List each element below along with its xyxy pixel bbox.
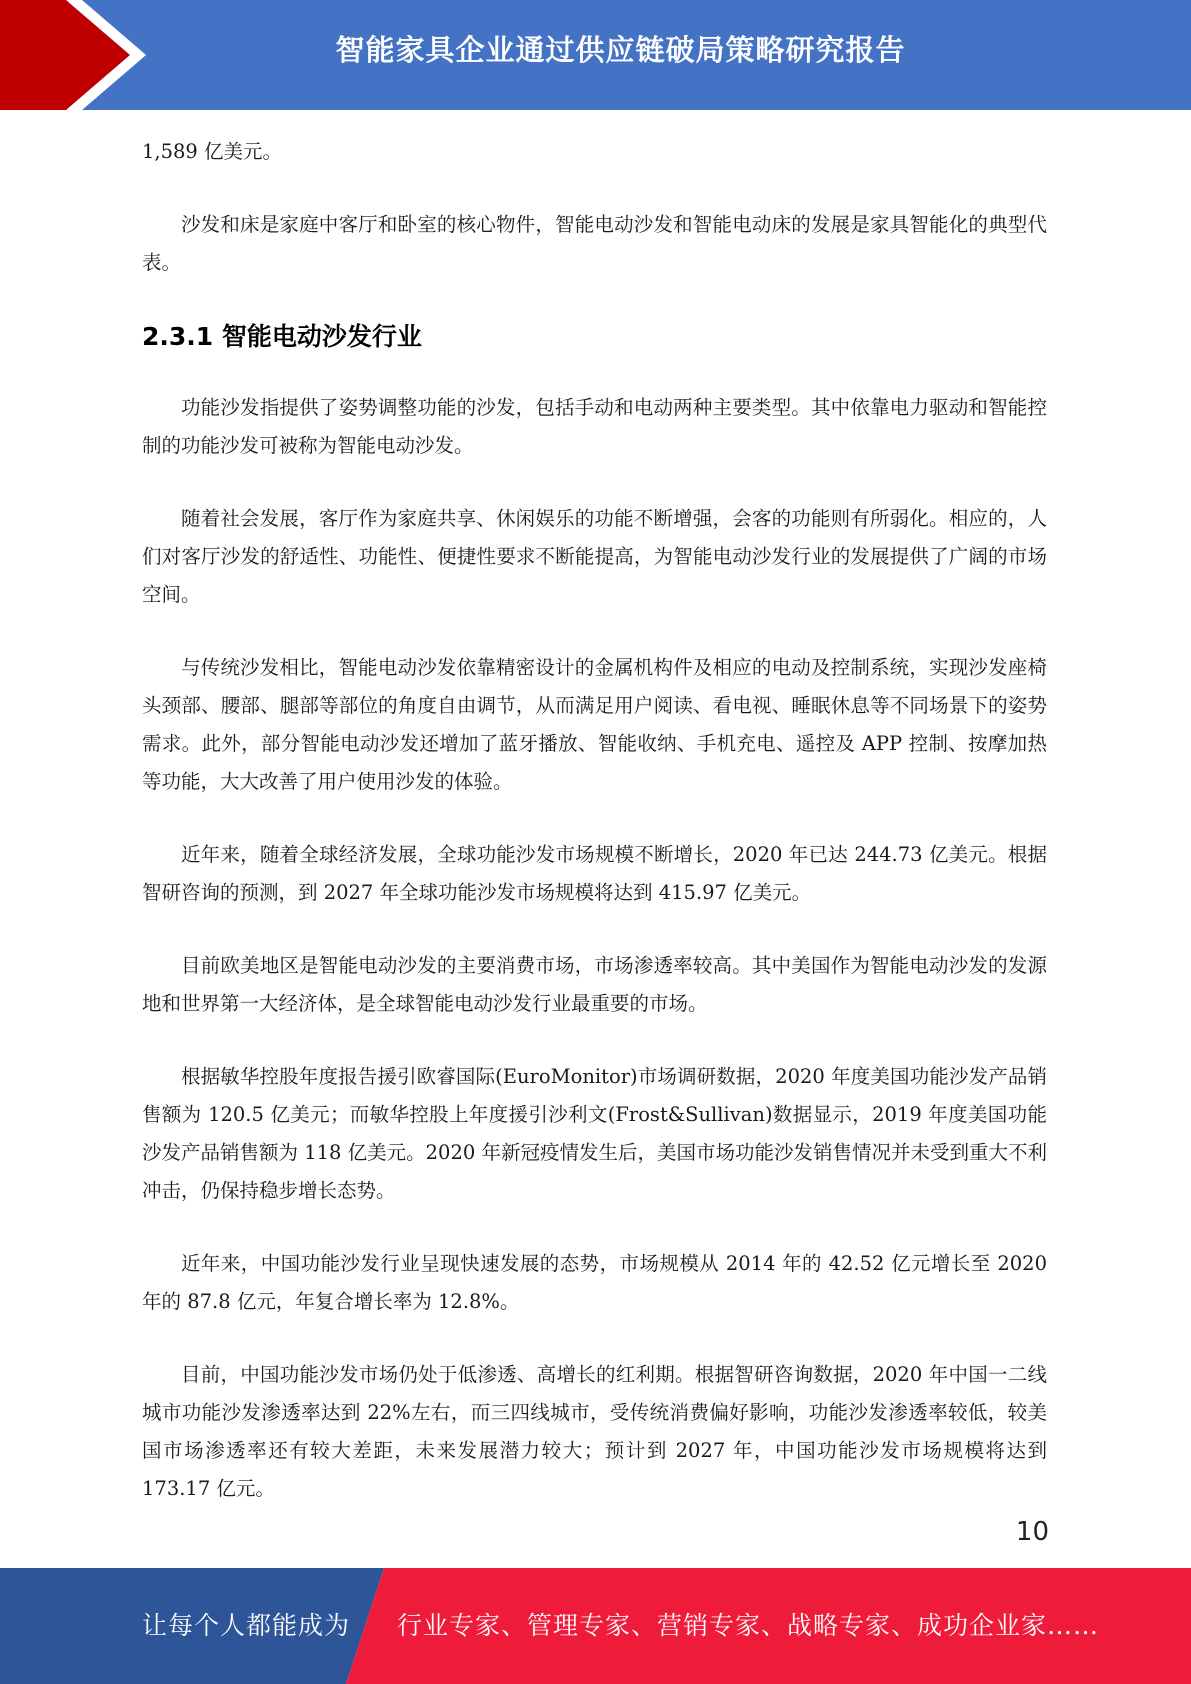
page-number: 10 xyxy=(1015,1517,1049,1547)
header-chevron-decoration xyxy=(0,0,160,110)
page-content xyxy=(142,133,1047,1543)
paragraph-1: 功能沙发指提供了姿势调整功能的沙发，包括手动和电动两种主要类型。其中依靠电力驱动和智能控制的功能沙发可被称为智能电动沙发。 xyxy=(142,396,1047,457)
paragraph-2: 随着社会发展，客厅作为家庭共享、休闲娱乐的功能不断增强，会客的功能则有所弱化。相应的，人们对客厅沙发的舒适性、功能性、便捷性要求不断能提高，为智能电动沙发行业的发展提供了广阔的市场空间。 xyxy=(142,507,1047,606)
section-heading: 2.3.1 智能电动沙发行业 xyxy=(142,322,422,351)
paragraph-7: 近年来，中国功能沙发行业呈现快速发展的态势，市场规模从 2014 年的 42.52 亿元增长至 2020 年的 87.8 亿元，年复合增长率为 12.8%。 xyxy=(142,1252,1047,1313)
footer-slogan-left: 让每个人都能成为 xyxy=(142,1611,351,1640)
paragraph-6: 根据敏华控股年度报告援引欧睿国际(EuroMonitor)市场调研数据，2020 年度美国功能沙发产品销售额为 120.5 亿美元；而敏华控股上年度援引沙利文(Frost&Sullivan)数据显示，2019 年度美国功能沙发产品销售额为 118 亿美元。2020 年新冠疫情发生后，美国市场功能沙发销售情况并未受到重大不利冲击，仍保持稳步增长态势。 xyxy=(142,1065,1047,1202)
paragraph-continuation: 1,589 亿美元。 xyxy=(142,140,283,163)
footer-banner xyxy=(0,1568,1191,1684)
paragraph-4: 近年来，随着全球经济发展，全球功能沙发市场规模不断增长，2020 年已达 244.73 亿美元。根据智研咨询的预测，到 2027 年全球功能沙发市场规模将达到 415.97 亿美元。 xyxy=(142,843,1047,904)
header-banner xyxy=(0,0,1191,110)
paragraph-8: 目前，中国功能沙发市场仍处于低渗透、高增长的红利期。根据智研咨询数据，2020 年中国一二线城市功能沙发渗透率达到 22%左右，而三四线城市，受传统消费偏好影响，功能沙发渗透率较低，较美国市场渗透率还有较大差距，未来发展潜力较大；预计到 2027 年，中国功能沙发市场规模将达到 173.17 亿元。 xyxy=(142,1363,1047,1500)
paragraph-intro: 沙发和床是家庭中客厅和卧室的核心物件，智能电动沙发和智能电动床的发展是家具智能化的典型代表。 xyxy=(142,213,1047,274)
footer-slogan-right: 行业专家、管理专家、营销专家、战略专家、成功企业家…… xyxy=(397,1611,1100,1640)
paragraph-5: 目前欧美地区是智能电动沙发的主要消费市场，市场渗透率较高。其中美国作为智能电动沙发的发源地和世界第一大经济体，是全球智能电动沙发行业最重要的市场。 xyxy=(142,954,1047,1015)
report-title: 智能家具企业通过供应链破局策略研究报告 xyxy=(335,33,906,67)
paragraph-3: 与传统沙发相比，智能电动沙发依靠精密设计的金属机构件及相应的电动及控制系统，实现沙发座椅头颈部、腰部、腿部等部位的角度自由调节，从而满足用户阅读、看电视、睡眠休息等不同场景下的姿势需求。此外，部分智能电动沙发还增加了蓝牙播放、智能收纳、手机充电、遥控及 APP 控制、按摩加热等功能，大大改善了用户使用沙发的体验。 xyxy=(142,656,1047,793)
